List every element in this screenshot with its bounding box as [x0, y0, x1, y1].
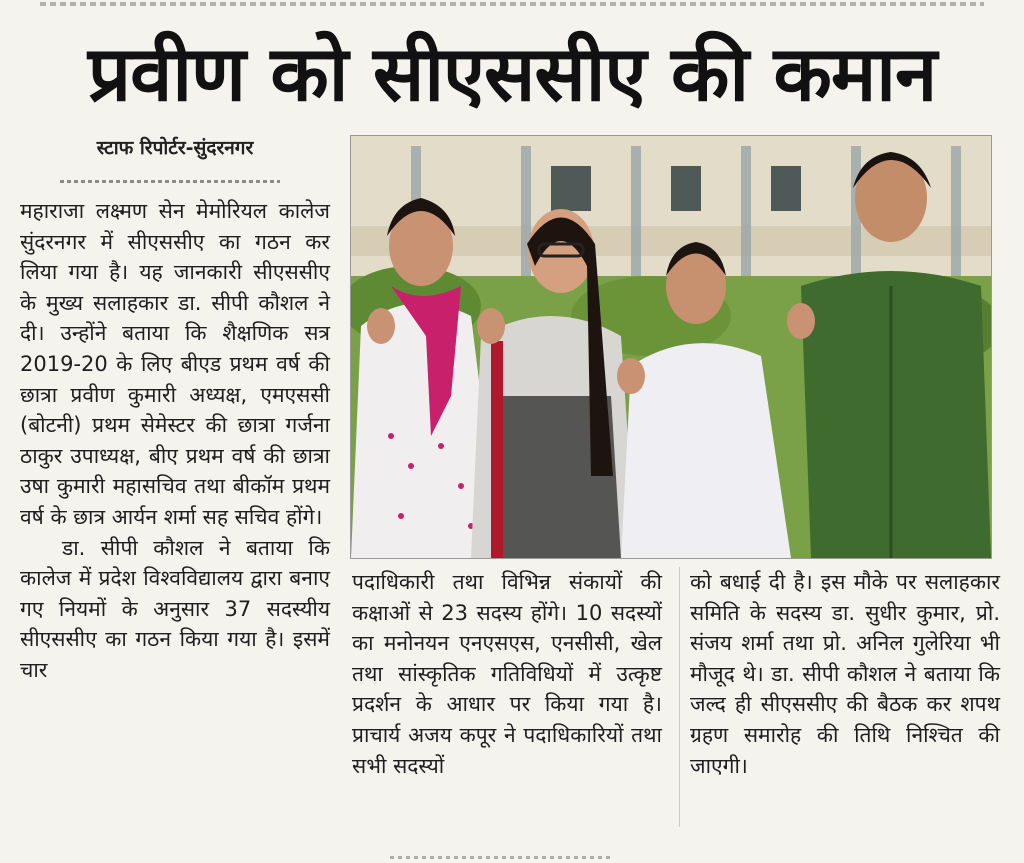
paragraph-3: पदाधिकारी तथा विभिन्न संकायों की कक्षाओं से 23 सदस्य होंगे। 10 सदस्यों का मनोनयन एनएसएस, एनसीसी, खेल तथा सांस्कृतिक गतिविधियों में उत्कृष्ट प्रदर्शन के आधार पर किया गया है। प्राचार्य अजय कपूर ने पदाधिकारियों तथा सभी सदस्यों — [352, 570, 662, 778]
paragraph-4: को बधाई दी है। इस मौके पर सलाहकार समिति के सदस्य डा. सुधीर कुमार, प्रो. संजय शर्मा तथा प्रो. अनिल गुलेरिया भी मौजूद थे। डा. सीपी कौशल ने बताया कि जल्द ही सीएससीए की बैठक कर शपथ ग्रहण समारोह की तिथि निश्चित की जाएगी। — [690, 570, 1000, 778]
hand-victory — [367, 308, 395, 344]
bottom-rule — [390, 856, 610, 859]
hand-victory — [617, 358, 645, 394]
headline: प्रवीण को सीएससीए की कमान — [87, 29, 937, 118]
print-dot — [398, 513, 404, 519]
print-dot — [388, 433, 394, 439]
hand-victory — [477, 308, 505, 344]
news-photo — [350, 135, 992, 559]
article-column-1 — [20, 196, 330, 686]
hand-victory — [787, 303, 815, 339]
paragraph-1: महाराजा लक्ष्मण सेन मेमोरियल कालेज सुंदरनगर में सीएससीए का गठन कर लिया गया है। यह जानकारी सीएससीए के मुख्य सलाहकार डा. सीपी कौशल ने दी। उन्होंने बताया कि शैक्षणिक सत्र 2019-20 के लिए बीएड प्रथम वर्ष की छात्रा प्रवीण कुमारी अध्यक्ष, एमएससी (बोटनी) प्रथम सेमेस्टर की छात्रा गर्जना ठाकुर उपाध्यक्ष, बीए प्रथम वर्ष की छात्रा उषा कुमारी महासचिव तथा बीकॉम प्रथम वर्ष के छात्र आर्यन शर्मा सह सचिव होंगे। — [20, 199, 330, 529]
article-column-3 — [690, 567, 1000, 781]
window — [551, 166, 591, 211]
window — [671, 166, 701, 211]
paragraph-2: डा. सीपी कौशल ने बताया कि कालेज में प्रदेश विश्वविद्यालय द्वारा बनाए गए नियमों के अनुसार 37 सदस्यीय सीएससीए का गठन किया गया है। इसमें चार — [20, 535, 330, 682]
person-4-body — [801, 271, 991, 558]
article-column-2 — [352, 567, 662, 781]
column-divider — [679, 567, 680, 827]
byline-divider — [60, 180, 280, 183]
print-dot — [408, 463, 414, 469]
top-rule — [40, 2, 984, 6]
window — [771, 166, 801, 211]
pillar — [951, 146, 961, 276]
person-2-trim — [491, 341, 503, 558]
pillar — [741, 146, 751, 276]
byline: स्टाफ रिपोर्टर-सुंदरनगर — [96, 137, 254, 159]
print-dot — [438, 443, 444, 449]
pillar — [631, 146, 641, 276]
print-dot — [458, 483, 464, 489]
group-photo — [351, 136, 991, 558]
